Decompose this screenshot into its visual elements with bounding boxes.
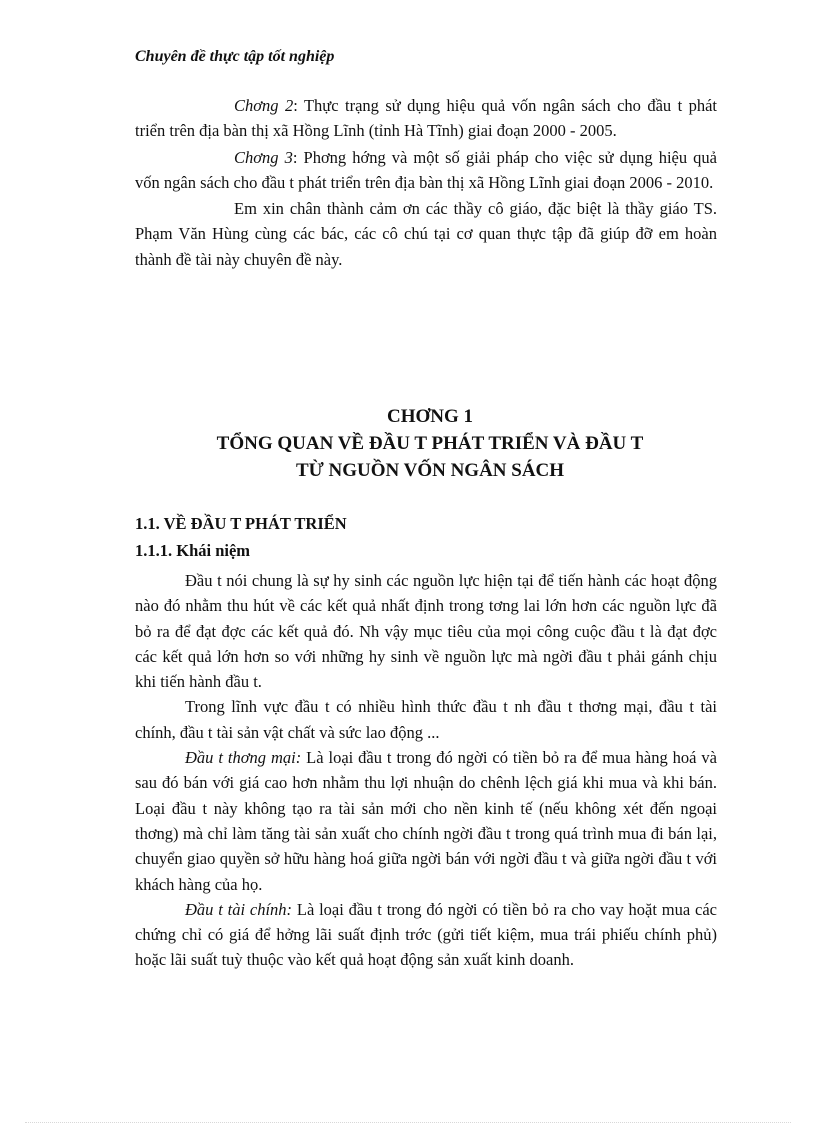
trade-investment-label: Đầu t thơng mại: (185, 748, 302, 768)
chapter3-label: Chơng 3 (234, 147, 293, 167)
chapter2-label: Chơng 2 (234, 96, 294, 115)
financial-investment-text: Là loại đầu t trong đó ngời có tiền bỏ ra cho vay hoặt mua các chứng chỉ có giá để hởng lãi suất định trớc (gửi tiết kiệm, mua trái phiếu chính phủ) hoặc lãi suất tuỳ thuộc vào kết quả hoạt động sản xuất kinh doanh. (135, 899, 717, 970)
subsection-heading: 1.1.1. Khái niệm (135, 541, 251, 560)
chapter-title-line-2: TỪ NGUỒN VỐN NGÂN SÁCH (295, 460, 565, 481)
paragraph-trade-investment (135, 745, 717, 897)
section-body (135, 568, 717, 973)
chapter-number: CHƠNG 1 (386, 406, 474, 427)
chapter3-summary (135, 145, 717, 196)
trade-investment-text: Là loại đầu t trong đó ngời có tiền bỏ ra để mua hàng hoá và sau đó bán với giá cao hơn nhằm thu lợi nhuận do chênh lệch giá khi mua và khi bán. Loại đầu t này không tạo ra tài sản mới cho nền kinh tế (nếu không xét đến ngoại thơng) mà chỉ làm tăng tài sản xuất cho chính ngời đầu t trong quá trình mua đi bán lại, chuyển giao quyền sở hữu hàng hoá giữa ngời bán với ngời đầu t và giữa ngời đầu t với khách hàng của họ. (135, 748, 717, 894)
financial-investment-label: Đầu t tài chính: (185, 899, 293, 919)
chapter2-text: : Thực trạng sử dụng hiệu quả vốn ngân sách cho đầu t phát triển trên địa bàn thị xã Hồng Lĩnh (tỉnh Hà Tĩnh) giai đoạn 2000 - 2005. (135, 96, 717, 141)
acknowledgement-paragraph: Em xin chân thành cảm ơn các thầy cô giáo, đặc biệt là thầy giáo TS. Phạm Văn Hùng cùng các bác, các cô chú tại cơ quan thực tập đã giúp đỡ em hoàn thành đề tài này chuyên đề này. (135, 199, 717, 269)
paragraph-financial-investment (135, 897, 717, 973)
section-heading: 1.1. VỀ ĐẦU T PHÁT TRIỂN (135, 514, 347, 533)
chapter3-text: : Phơng hớng và một số giải pháp cho việc sử dụng hiệu quả vốn ngân sách cho đầu t phát triển trên địa bàn thị xã Hồng Lĩnh giai đoạn 2006 - 2010. (135, 147, 717, 192)
page-header-title: Chuyên đề thực tập tốt nghiệp (135, 48, 335, 65)
paragraph-definition: Đầu t nói chung là sự hy sinh các nguồn lực hiện tại để tiến hành các hoạt động nào đó nhằm thu hút về các kết quả nhất định trong tơng lai lớn hơn các nguồn lực đã bỏ ra để đạt đợc các kết quả đó. Nh vậy mục tiêu của mọi công cuộc đầu t là đạt đợc các kết quả lớn hơn so với những hy sinh về nguồn lực mà ngời đầu t phải gánh chịu khi tiến hành đầu t. (135, 571, 717, 692)
intro-section (135, 93, 717, 272)
chapter2-summary (135, 93, 717, 144)
chapter-title-line-1: TỔNG QUAN VỀ ĐẦU T PHÁT TRIỂN VÀ ĐẦU T (216, 433, 644, 454)
paragraph-forms: Trong lĩnh vực đầu t có nhiều hình thức đầu t nh đầu t thơng mại, đầu t tài chính, đầu t tài sản vật chất và sức lao động ... (135, 697, 717, 742)
chapter-heading (120, 403, 740, 484)
